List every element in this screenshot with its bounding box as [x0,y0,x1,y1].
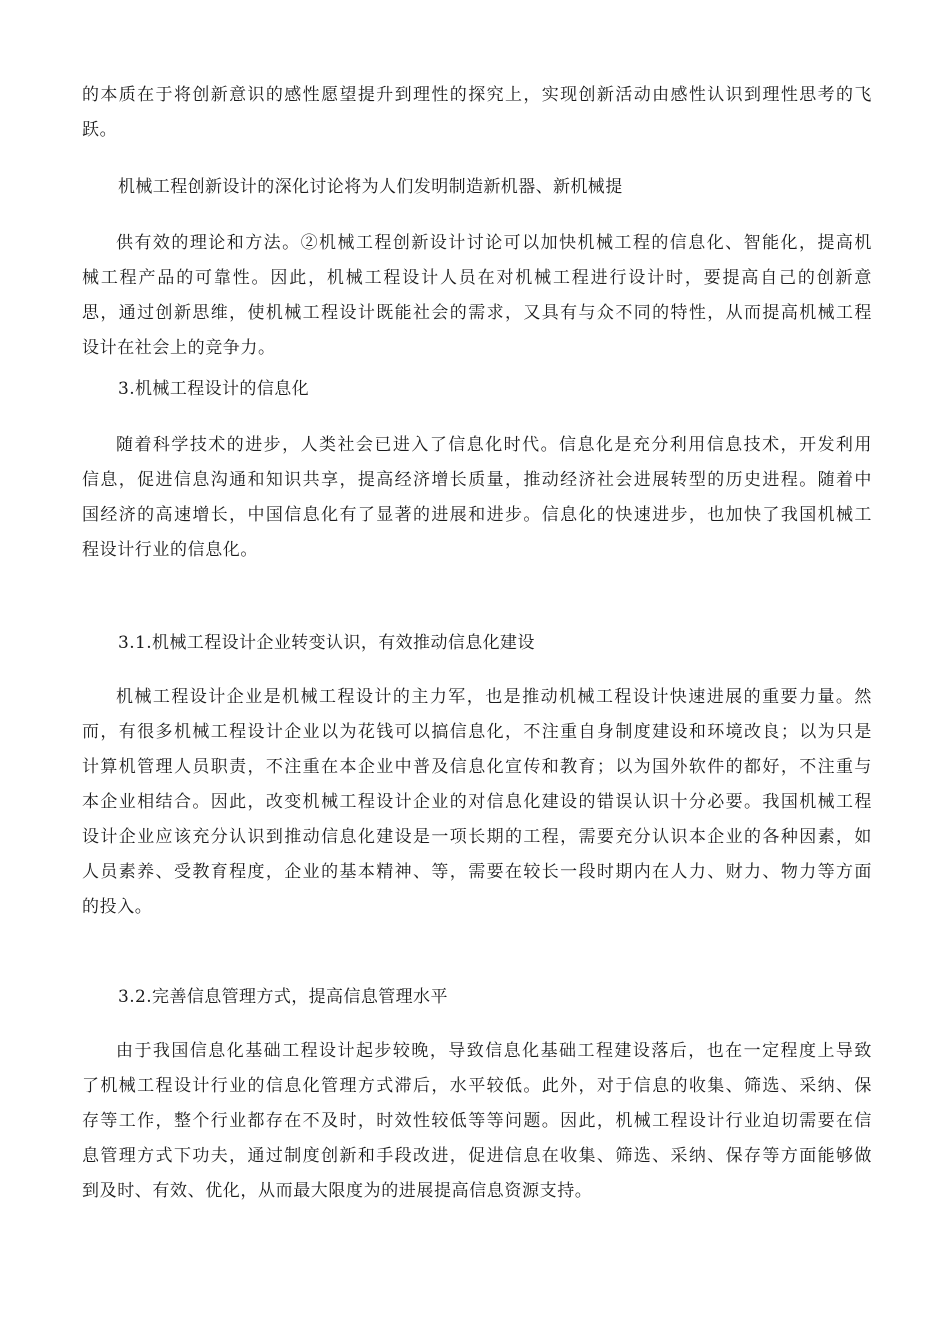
paragraph-line: 机械工程设计企业是机械工程设计的主力军，也是推动机械工程设计快速进展的重要力量。然 [116,687,872,707]
paragraph-line: 的本质在于将创新意识的感性愿望提升到理性的探究上，实现创新活动由感性认识到理性思考的飞 [82,85,872,105]
paragraph-line: 存等工作，整个行业都存在不及时，时效性较低等等问题。因此，机械工程设计行业迫切需要在信 [82,1111,872,1131]
paragraph-line: 跃。 [82,120,118,140]
paragraph-line: 信息，促进信息沟通和知识共享，提高经济增长质量，推动经济社会进展转型的历史进程。随着中 [82,470,872,490]
paragraph-line: 了机械工程设计行业的信息化管理方式滞后，水平较低。此外，对于信息的收集、筛选、采纳、保 [82,1076,872,1096]
paragraph-3 [82,226,872,366]
paragraph-1 [82,78,872,148]
paragraph-line: 设计企业应该充分认识到推动信息化建设是一项长期的工程，需要充分认识本企业的各种因素，如 [82,827,872,847]
paragraph-line: 而，有很多机械工程设计企业以为花钱可以搞信息化，不注重自身制度建设和环境改良；以为只是 [82,722,872,742]
paragraph-line: 的投入。 [82,897,153,917]
paragraph-line: 程设计行业的信息化。 [82,540,258,560]
paragraph-line: 计算机管理人员职责，不注重在本企业中普及信息化宣传和教育；以为国外软件的都好，不注重与 [82,757,872,777]
paragraph-line: 械工程产品的可靠性。因此，机械工程设计人员在对机械工程进行设计时，要提高自己的创新意 [82,268,872,288]
paragraph-line: 国经济的高速增长，中国信息化有了显著的进展和进步。信息化的快速进步，也加快了我国机械工 [82,505,872,525]
paragraph-line: 思，通过创新思维，使机械工程设计既能社会的需求，又具有与众不同的特性，从而提高机械工程 [82,303,872,323]
paragraph-line: 本企业相结合。因此，改变机械工程设计企业的对信息化建设的错误认识十分必要。我国机械工程 [82,792,872,812]
section-heading-3: 3.机械工程设计的信息化 [118,379,310,399]
section-heading-3-1: 3.1.机械工程设计企业转变认识，有效推动信息化建设 [118,633,535,653]
paragraph-line: 人员素养、受教育程度，企业的基本精神、等，需要在较长一段时期内在人力、财力、物力等方面 [82,862,872,882]
paragraph-line: 息管理方式下功夫，通过制度创新和手段改进，促进信息在收集、筛选、采纳、保存等方面能够做 [82,1146,872,1166]
paragraph-line: 供有效的理论和方法。②机械工程创新设计讨论可以加快机械工程的信息化、智能化，提高机 [116,233,872,253]
section-heading-3-2: 3.2.完善信息管理方式，提高信息管理水平 [118,987,448,1007]
paragraph-6 [82,1034,872,1209]
paragraph-4 [82,428,872,568]
paragraph-line: 由于我国信息化基础工程设计起步较晚，导致信息化基础工程建设落后，也在一定程度上导致 [116,1041,872,1061]
paragraph-5 [82,680,872,925]
paragraph-line: 设计在社会上的竞争力。 [82,338,276,358]
paragraph-line: 到及时、有效、优化，从而最大限度为的进展提高信息资源支持。 [82,1181,593,1201]
paragraph-line: 机械工程创新设计的深化讨论将为人们发明制造新机器、新机械提 [118,177,623,197]
paragraph-line: 随着科学技术的进步，人类社会已进入了信息化时代。信息化是充分利用信息技术，开发利用 [116,435,872,455]
paragraph-2 [118,170,623,205]
